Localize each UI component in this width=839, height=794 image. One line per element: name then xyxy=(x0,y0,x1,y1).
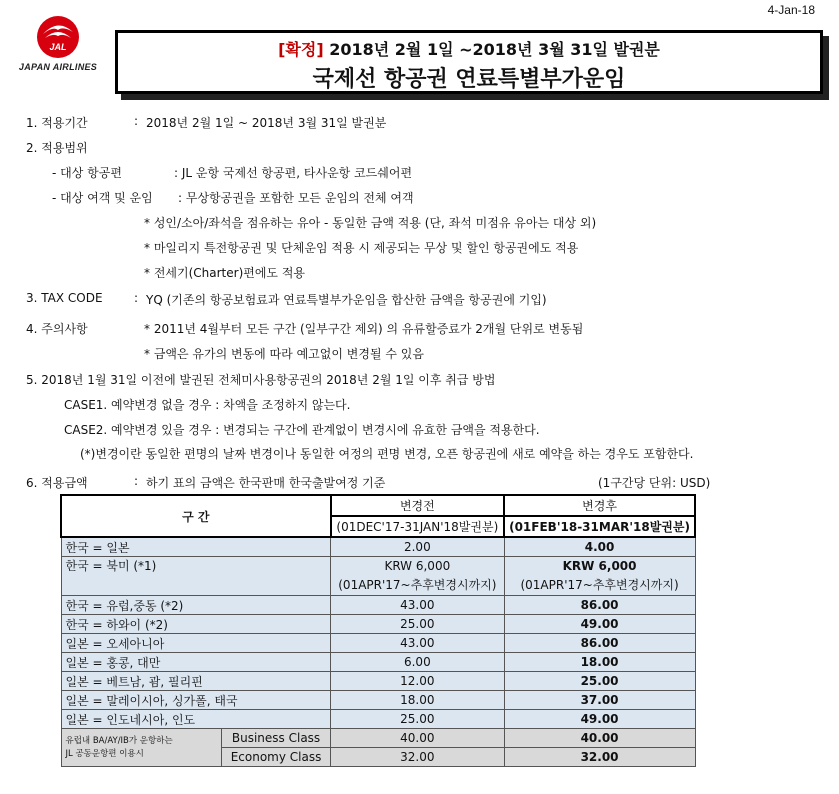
scope-note-1: * 성인/소아/좌석을 점유하는 유아 - 동일한 금액 적용 (단, 좌석 미점유 유아는 대상 외) xyxy=(144,216,597,230)
svg-text:JAL: JAL xyxy=(49,42,67,52)
route-cell: 일본 = 베트남, 괌, 필리핀 xyxy=(61,672,331,691)
table-row xyxy=(61,596,695,615)
header-before: 변경전 xyxy=(331,495,505,516)
before-cell: 25.00 xyxy=(331,710,505,729)
table-row xyxy=(61,672,695,691)
table-row xyxy=(61,634,695,653)
section-1-value: 2018년 2월 1일 ~ 2018년 3월 31일 발권분 xyxy=(146,116,387,130)
section-4-label: 4. 주의사항 xyxy=(26,322,88,336)
table-row xyxy=(61,557,695,596)
before-cell xyxy=(331,557,505,596)
route-cell: 한국 = 하와이 (*2) xyxy=(61,615,331,634)
table-row xyxy=(61,729,695,748)
after-cell xyxy=(504,557,695,596)
jal-logo xyxy=(8,14,108,72)
section-3-label: 3. TAX CODE xyxy=(26,291,103,305)
before-cell: 43.00 xyxy=(331,596,505,615)
section-1-label: 1. 적용기간 xyxy=(26,116,88,130)
after-cell: 49.00 xyxy=(504,710,695,729)
route-cell: 한국 = 일본 xyxy=(61,537,331,557)
after-cell: 40.00 xyxy=(504,729,695,748)
fuel-surcharge-table xyxy=(60,494,696,767)
target-flights-value: : JL 운항 국제선 항공편, 타사운항 코드쉐어편 xyxy=(174,166,413,180)
class-cell: Economy Class xyxy=(221,748,330,767)
after-cell: 4.00 xyxy=(504,537,695,557)
section-2-label: 2. 적용범위 xyxy=(26,141,88,155)
before-amount: KRW 6,000 xyxy=(384,559,451,573)
header-after-period: (01FEB'18-31MAR'18발권분) xyxy=(504,516,695,537)
title-period-text: 2018년 2월 1일 ~2018년 3월 31일 발권분 xyxy=(323,40,660,59)
section-6-label: 6. 적용금액 xyxy=(26,476,88,490)
table-row xyxy=(61,691,695,710)
table-header-row xyxy=(61,495,695,516)
route-cell: 일본 = 말레이시아, 싱가폴, 태국 xyxy=(61,691,331,710)
eu-codeshare-label-line-2: JL 공동운항편 이용시 xyxy=(65,748,144,759)
table-row xyxy=(61,710,695,729)
after-amount: KRW 6,000 xyxy=(562,559,637,573)
route-cell: 일본 = 오세아니아 xyxy=(61,634,331,653)
table-row xyxy=(61,537,695,557)
case-1: CASE1. 예약변경 없을 경우 : 차액을 조정하지 않는다. xyxy=(64,398,351,412)
before-note: (01APR'17~추후변경시까지) xyxy=(338,578,497,592)
eu-codeshare-label-line-1: 유럽내 BA/AY/IB가 운항하는 xyxy=(65,735,173,746)
route-cell: 한국 = 유럽,중동 (*2) xyxy=(61,596,331,615)
after-cell: 18.00 xyxy=(504,653,695,672)
scope-note-3: * 전세기(Charter)편에도 적용 xyxy=(144,266,306,280)
target-passengers-label: - 대상 여객 및 운임 xyxy=(52,191,153,205)
section-5-label: 5. 2018년 1월 31일 이전에 발권된 전체미사용항공권의 2018년 2월 1일 이후 취급 방법 xyxy=(26,373,496,387)
before-cell: 40.00 xyxy=(331,729,505,748)
crane-logo-icon xyxy=(35,14,81,60)
change-note: (*)변경이란 동일한 편명의 날짜 변경이나 동일한 여정의 편명 변경, 오픈 항공권에 새로 예약을 하는 경우도 포함한다. xyxy=(80,447,694,461)
section-6-value: 하기 표의 금액은 한국판매 한국출발여정 기준 xyxy=(146,476,386,490)
table-row xyxy=(61,653,695,672)
before-cell: 32.00 xyxy=(331,748,505,767)
case-2: CASE2. 예약변경 있을 경우 : 변경되는 구간에 관계없이 변경시에 유효한 금액을 적용한다. xyxy=(64,423,540,437)
page-title: 국제선 항공권 연료특별부가운임 xyxy=(312,67,626,92)
brand-name: JAPAN AIRLINES xyxy=(18,62,98,72)
after-cell: 49.00 xyxy=(504,615,695,634)
before-cell: 2.00 xyxy=(331,537,505,557)
header-before-period: (01DEC'17-31JAN'18발권분) xyxy=(331,516,505,537)
title-period xyxy=(118,37,820,60)
before-cell: 6.00 xyxy=(331,653,505,672)
before-cell: 18.00 xyxy=(331,691,505,710)
title-box xyxy=(115,30,823,94)
route-cell: 일본 = 인도네시아, 인도 xyxy=(61,710,331,729)
before-cell: 25.00 xyxy=(331,615,505,634)
section-6-colon: : xyxy=(134,474,139,488)
after-cell: 37.00 xyxy=(504,691,695,710)
target-flights-label: - 대상 항공편 xyxy=(52,166,122,180)
before-cell: 43.00 xyxy=(331,634,505,653)
section-3-colon: : xyxy=(134,291,139,305)
notice-2: * 금액은 유가의 변동에 따라 예고없이 변경될 수 있음 xyxy=(144,347,424,361)
eu-codeshare-label xyxy=(61,729,221,767)
before-cell: 12.00 xyxy=(331,672,505,691)
section-3-value: YQ (기존의 항공보험료과 연료특별부가운임을 합산한 금액을 항공권에 기입) xyxy=(146,293,547,307)
scope-note-2: * 마일리지 특전항공권 및 단체운임 적용 시 제공되는 무상 및 할인 항공권에도 적용 xyxy=(144,241,579,255)
table-row xyxy=(61,615,695,634)
after-cell: 86.00 xyxy=(504,634,695,653)
notice-1: * 2011년 4월부터 모든 구간 (일부구간 제외) 의 유류할증료가 2개월 단위로 변동됨 xyxy=(144,322,584,336)
after-cell: 32.00 xyxy=(504,748,695,767)
section-1-colon: : xyxy=(134,114,139,128)
after-cell: 25.00 xyxy=(504,672,695,691)
unit-note: (1구간당 단위: USD) xyxy=(598,476,711,490)
header-route: 구 간 xyxy=(61,495,331,537)
target-passengers-value: : 무상항공권을 포함한 모든 운임의 전체 여객 xyxy=(178,191,414,205)
after-note: (01APR'17~추후변경시까지) xyxy=(520,578,679,592)
after-cell: 86.00 xyxy=(504,596,695,615)
header-after: 변경후 xyxy=(504,495,695,516)
confirmed-tag: [확정] xyxy=(278,40,324,59)
class-cell: Business Class xyxy=(221,729,330,748)
route-cell: 한국 = 북미 (*1) xyxy=(61,557,331,596)
issue-date: 4-Jan-18 xyxy=(767,3,815,17)
route-cell: 일본 = 홍콩, 대만 xyxy=(61,653,331,672)
